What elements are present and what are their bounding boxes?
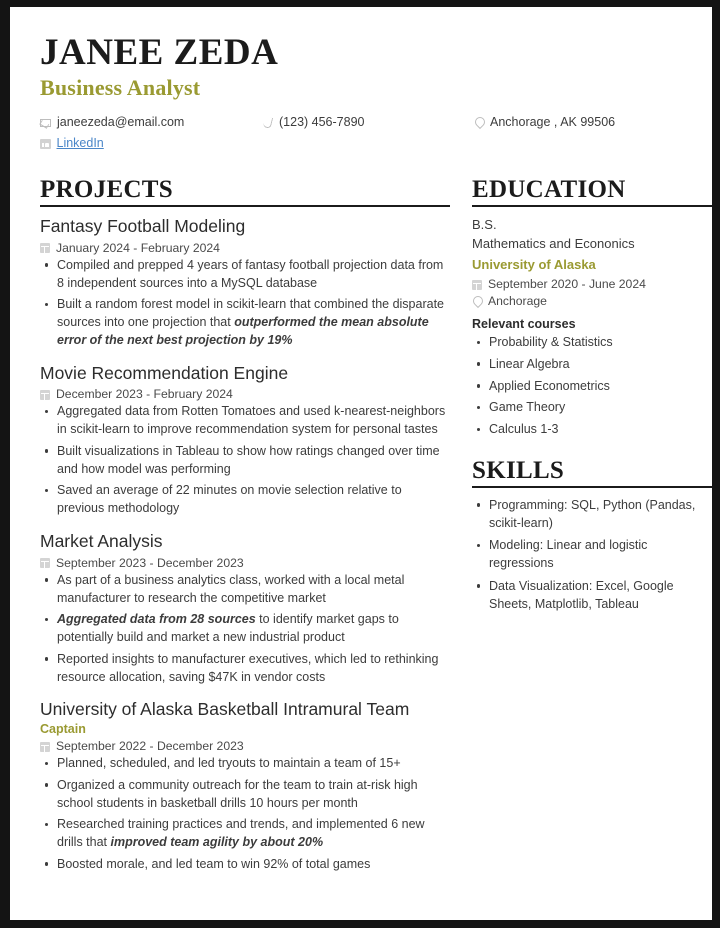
calendar-icon xyxy=(40,243,50,253)
contact-row-secondary xyxy=(40,133,690,154)
bullet-emphasis-text: improved team agility by about 20% xyxy=(110,835,324,850)
calendar-icon xyxy=(472,280,482,290)
project-title: Fantasy Football Modeling xyxy=(40,215,246,236)
contact-location-text: Anchorage , AK 99506 xyxy=(490,114,616,129)
project-entry xyxy=(40,531,450,686)
project-bullet xyxy=(40,651,450,687)
project-entry xyxy=(40,216,450,350)
bullet-text: Saved an average of 22 minutes on movie selection relative to previous methodology xyxy=(57,483,402,516)
relevant-courses-heading: Relevant courses xyxy=(472,317,576,332)
bullet-text: Built visualizations in Tableau to show how ratings changed over time and how model was performing xyxy=(57,443,440,476)
bullet-text: Planned, scheduled, and led tryouts to maintain a team of 15+ xyxy=(57,756,401,771)
project-bullet-list xyxy=(40,572,450,687)
education-section-rule xyxy=(472,205,712,207)
project-date-text: September 2022 - December 2023 xyxy=(56,739,244,754)
project-entry xyxy=(40,699,450,873)
education-entry xyxy=(472,216,712,439)
project-date-text: September 2023 - December 2023 xyxy=(56,555,244,570)
bullet-text: to identify market gaps to potentially build and market a new industrial product xyxy=(57,612,399,645)
project-bullet xyxy=(40,856,450,874)
project-entry xyxy=(40,363,450,518)
envelope-icon xyxy=(40,119,51,127)
project-bullet xyxy=(40,403,450,439)
skill-item: Programming: SQL, Python (Pandas, scikit-learn) xyxy=(472,497,712,533)
phone-icon xyxy=(262,117,273,129)
course-item: Calculus 1-3 xyxy=(472,421,712,439)
contact-location xyxy=(474,112,690,133)
bullet-text: Organized a community outreach for the team to train at-risk high school students in basketball drills 10 hours per month xyxy=(57,777,418,810)
project-bullet-list xyxy=(40,755,450,874)
course-item: Probability & Statistics xyxy=(472,334,712,352)
education-section-title: EDUCATION xyxy=(472,175,626,203)
bullet-text: Aggregated data from Rotten Tomatoes and used k-nearest-neighbors in scikit-learn to improve recommendation system for personal tastes xyxy=(57,404,446,437)
projects-section-title: PROJECTS xyxy=(40,175,173,203)
resume-header xyxy=(40,33,690,154)
skills-section-rule xyxy=(472,486,712,488)
education-location-text: Anchorage xyxy=(488,294,547,309)
bullet-text: Compiled and prepped 4 years of fantasy football projection data from 8 independent sources into a MySQL database xyxy=(57,257,444,290)
skills-list xyxy=(472,497,712,614)
project-bullet xyxy=(40,755,450,773)
bullet-text: As part of a business analytics class, worked with a local metal manufacturer to research the competitive market xyxy=(57,572,405,605)
project-bullet-list xyxy=(40,403,450,518)
course-item: Applied Econometrics xyxy=(472,378,712,396)
calendar-icon xyxy=(40,558,50,568)
education-date xyxy=(472,277,712,291)
bullet-text: Built a random forest model in scikit-learn that combined the disparate sources into one projection that xyxy=(57,297,444,330)
calendar-icon xyxy=(40,390,50,400)
skills-section-title: SKILLS xyxy=(472,456,565,484)
bullet-emphasis-text: Aggregated data from 28 sources xyxy=(57,612,256,627)
candidate-job-title: Business Analyst xyxy=(40,74,201,100)
map-pin-icon xyxy=(474,116,484,128)
project-title: Market Analysis xyxy=(40,530,163,551)
project-role: Captain xyxy=(40,722,86,737)
contact-phone-text: (123) 456-7890 xyxy=(279,114,365,129)
relevant-courses-list xyxy=(472,334,712,439)
project-bullet xyxy=(40,611,450,647)
contact-phone[interactable] xyxy=(262,112,474,133)
education-school: University of Alaska xyxy=(472,256,596,272)
project-date xyxy=(40,241,450,255)
left-column xyxy=(40,176,450,887)
bullet-text: Reported insights to manufacturer executives, which led to rethinking resource allocation, saving $47K in vendor costs xyxy=(57,651,439,684)
project-title: Movie Recommendation Engine xyxy=(40,362,289,383)
project-title: University of Alaska Basketball Intramural Team xyxy=(40,699,410,720)
map-pin-icon xyxy=(472,295,482,307)
education-location xyxy=(472,294,712,308)
skill-item: Data Visualization: Excel, Google Sheets, Matplotlib, Tableau xyxy=(472,578,712,614)
calendar-icon xyxy=(40,742,50,752)
project-bullet xyxy=(40,777,450,813)
contact-linkedin-link[interactable]: LinkedIn xyxy=(56,135,104,150)
projects-section-rule xyxy=(40,205,450,207)
project-date xyxy=(40,556,450,570)
contact-info xyxy=(40,112,690,154)
course-item: Linear Algebra xyxy=(472,356,712,374)
project-date xyxy=(40,739,450,753)
project-bullet xyxy=(40,482,450,518)
project-date-text: January 2024 - February 2024 xyxy=(56,240,220,255)
project-bullet xyxy=(40,257,450,293)
resume-page xyxy=(10,7,712,920)
bullet-text: Boosted morale, and led team to win 92% of total games xyxy=(57,856,371,871)
project-bullet xyxy=(40,443,450,479)
linkedin-icon xyxy=(40,139,51,150)
project-bullet-list xyxy=(40,257,450,350)
bullet-text: Researched training practices and trends, and implemented 6 new drills that xyxy=(57,817,425,850)
project-date-text: December 2023 - February 2024 xyxy=(56,387,233,402)
candidate-name: JANEE ZEDA xyxy=(40,32,279,73)
course-item: Game Theory xyxy=(472,399,712,417)
project-bullet xyxy=(40,572,450,608)
projects-list xyxy=(40,216,450,874)
skills-section xyxy=(472,457,712,614)
project-bullet xyxy=(40,296,450,349)
education-date-text: September 2020 - June 2024 xyxy=(488,277,646,292)
bullet-emphasis-text: outperformed the mean absolute error of the next best projection by 19% xyxy=(57,315,429,347)
contact-row-primary xyxy=(40,112,690,133)
skill-item: Modeling: Linear and logistic regressions xyxy=(472,537,712,573)
education-degree-level: B.S. xyxy=(472,216,497,232)
project-bullet xyxy=(40,816,450,852)
project-date xyxy=(40,387,450,401)
resume-body xyxy=(40,175,696,887)
right-column xyxy=(472,176,712,618)
contact-linkedin[interactable] xyxy=(40,133,262,154)
education-degree-field: Mathematics and Econonics xyxy=(472,235,635,251)
contact-email[interactable] xyxy=(40,112,262,133)
contact-email-text: janeezeda@email.com xyxy=(57,114,185,129)
